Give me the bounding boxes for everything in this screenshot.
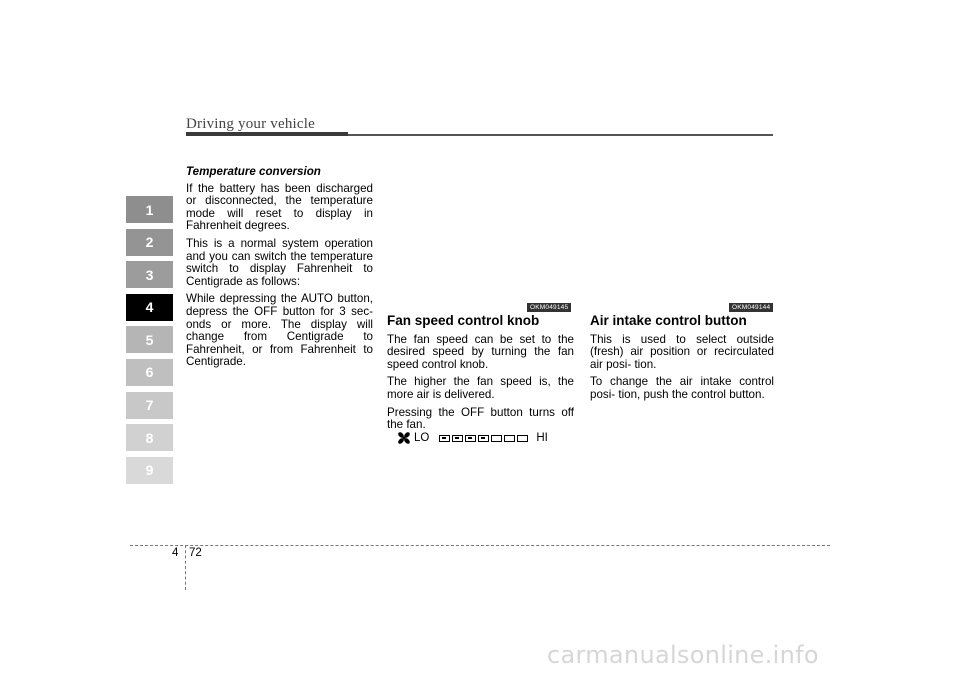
paragraph: This is a normal system operation and you can switch the temperature switch to display Fahrenheit to Centigrade as follows: <box>186 236 373 288</box>
chapter-tab-3[interactable] <box>126 261 173 288</box>
paragraph: While depressing the AUTO button, depress the OFF button for 3 sec- onds or more. The display will change from Centigrade to Fahrenheit, or from Fahrenheit to Centigrade. <box>186 292 373 369</box>
fan-segments <box>439 435 530 442</box>
fan-segment-off <box>504 435 515 442</box>
chapter-tab-label: 4 <box>145 299 154 316</box>
temperature-conversion-section <box>186 166 373 374</box>
fan-hi-label: HI <box>536 432 548 444</box>
fan-icon <box>397 431 411 445</box>
header-rule-thin <box>348 134 773 136</box>
fan-segment-on <box>452 435 463 442</box>
chapter-tab-label: 7 <box>145 397 154 414</box>
chapter-tab-label: 6 <box>145 364 154 381</box>
footer-divider <box>185 545 186 590</box>
paragraph: If the battery has been discharged or disconnected, the temperature mode will reset to display in Fahrenheit degrees. <box>186 181 373 233</box>
chapter-tab-9[interactable] <box>126 457 173 484</box>
fan-segment-on <box>478 435 489 442</box>
fan-speed-display <box>397 430 548 446</box>
chapter-tab-label: 5 <box>145 331 154 348</box>
fan-segment-on <box>465 435 476 442</box>
chapter-tab-7[interactable] <box>126 392 173 419</box>
chapter-tab-label: 9 <box>145 462 154 479</box>
temperature-conversion-heading: Temperature conversion <box>186 165 321 178</box>
figure-code-fan: OKM049145 <box>527 303 571 312</box>
fan-lo-label: LO <box>414 432 430 444</box>
page-number: 72 <box>189 547 202 559</box>
header-rule-thick <box>186 132 348 136</box>
paragraph: The higher the fan speed is, the more air is delivered. <box>387 375 574 401</box>
chapter-tab-label: 3 <box>145 266 154 283</box>
chapter-tab-label: 1 <box>145 201 154 218</box>
chapter-tab-2[interactable] <box>126 229 173 256</box>
chapter-tab-8[interactable] <box>126 424 173 451</box>
footer-rule <box>130 545 830 546</box>
paragraph: The fan speed can be set to the desired speed by turning the fan speed control knob. <box>387 332 574 371</box>
fan-speed-section <box>387 315 574 437</box>
fan-segment-off <box>491 435 502 442</box>
chapter-tab-6[interactable] <box>126 359 173 386</box>
section-title: Driving your vehicle <box>186 116 315 132</box>
chapter-tab-1[interactable] <box>126 196 173 223</box>
chapter-tab-4[interactable] <box>126 294 173 321</box>
watermark: carmanualsonline.info <box>547 641 819 669</box>
chapter-tab-5[interactable] <box>126 326 173 353</box>
air-intake-section <box>590 315 774 407</box>
page-chapter: 4 <box>172 547 179 559</box>
fan-speed-heading: Fan speed control knob <box>387 313 540 328</box>
chapter-tab-label: 8 <box>145 429 154 446</box>
fan-segment-on <box>439 435 450 442</box>
paragraph: Pressing the OFF button turns off the fan. <box>387 405 574 432</box>
chapter-tab-label: 2 <box>145 234 154 251</box>
chapter-tabs <box>126 196 173 489</box>
paragraph: This is used to select outside (fresh) air position or recirculated air posi- tion. <box>590 332 774 371</box>
air-intake-heading: Air intake control button <box>590 313 747 328</box>
paragraph: To change the air intake control posi- tion, push the control button. <box>590 375 774 401</box>
figure-code-air-intake: OKM049144 <box>729 303 773 312</box>
fan-segment-off <box>517 435 528 442</box>
